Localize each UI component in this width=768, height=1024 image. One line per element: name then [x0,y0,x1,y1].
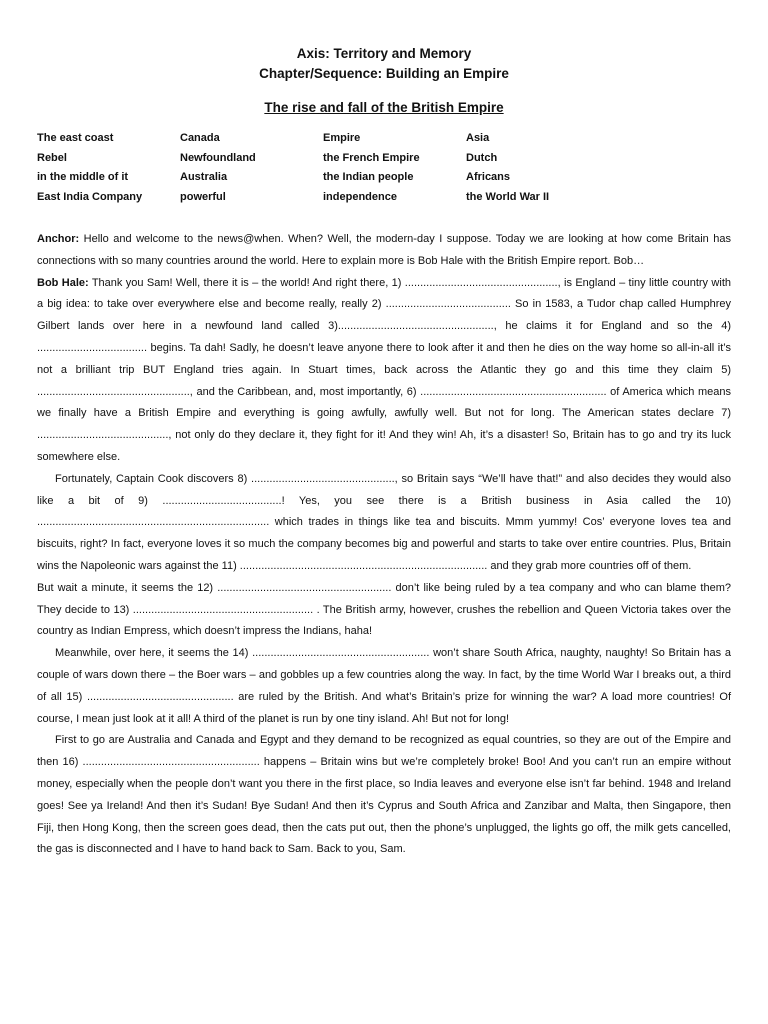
word-bank-item: the World War II [466,190,550,203]
paragraph-3: Fortunately, Captain Cook discovers 8) ..............................................., so Britain says “We’ll have that!” and also decides they would also like a bit of 9) .......................................! Yes, you see there is a British business in Asia called the 10) ............................................................................ which trades in things like tea and biscuits. Mmm yummy! Cos’ everyone loves tea and biscuits, right? In fact, everyone loves it so much the company becomes big and powerful and starts to take over entire countries. Plus, Britain wins the Napoleonic wars against the 11) ................................................................................. and they grab more countries off of them. [37,472,731,572]
word-bank-item: East India Company [37,190,143,203]
bob-text: Thank you Sam! Well, there it is – the world! And right there, 1) .................................................., is England – tiny little country with a big idea: to take over everywhere else and become really, really 2) ......................................... So in 1583, a Tudor chap called Humphrey Gilbert lands over here in a newfound land called 3)..................................................., he claims it for England and so the 4) .................................... begins. Ta dah! Sadly, he doesn’t leave anyone there to look after it and then he dies on the way home so all-in-all it’s not a brilliant trip BUT England tries again. In Stuart times, back across the Atlantic they go and this time they claim 5) .................................................., and the Caribbean, and, most importantly, 6) ............................................................. of America which means we finally have a British Empire and everything is going awfully, awfully well. But not for long. The American states declare 7) ..........................................., not only do they declare it, they fight for it! And they win! Ah, it’s a disaster! So, Britain has to go and try its luck somewhere else. [37,276,731,463]
word-bank-item: independence [323,190,397,203]
axis-heading: Axis: Territory and Memory [296,46,472,61]
anchor-text: Hello and welcome to the news@when. When? Well, the modern-day I suppose. Today we are looking at how come Britain has connections with so many countries around the world. Here to explain more is Bob Hale with the British Empire report. Bob… [37,233,731,267]
word-bank-item: Rebel [37,151,67,164]
paragraph-5: Meanwhile, over here, it seems the 14) .......................................................... won’t share South Africa, naughty, naughty! So Britain has a couple of wars down there – the Boer wars – and gobbles up a few countries along the way. In fact, by the time World War I breaks out, a third of all 15) ................................................ are ruled by the British. And what’s Britain’s prize for winning the war? A load more countries! Of course, I mean just look at it all! A third of the planet is run by one tiny island. Ah! But not for long! [37,647,731,725]
word-bank-item: Dutch [466,151,498,164]
header [0,44,768,84]
word-bank-item: Newfoundland [180,151,256,164]
word-bank-item: Africans [466,171,511,183]
word-bank [37,129,737,207]
paragraph-6: First to go are Australia and Canada and Egypt and they demand to be recognized as equal countries, so they are out of the Empire and then 16) .......................................................... happens – Britain wins but we’re completely broke! Boo! And you can’t run an empire without money, especially when the people don’t want you there in the first place, so India leaves and everyone else isn’t far behind. 1948 and Ireland goes! See ya Ireland! And then it’s Sudan! Bye Sudan! And then it’s Cyprus and South Africa and Zanzibar and Malta, then Singapore, then Fiji, then Hong Kong, then the screen goes dead, then the cats put out, then the phone’s unplugged, the lights go off, the milk gets cancelled, the gas is disconnected and I have to hand back to Sam. Back to you, Sam. [37,734,731,856]
word-bank-item: the French Empire [323,151,420,164]
chapter-heading: Chapter/Sequence: Building an Empire [259,66,509,81]
script-text [37,229,731,861]
word-bank-item: powerful [180,190,226,203]
word-bank-item: Canada [180,132,220,144]
speaker-label-bob: Bob Hale: [37,276,89,289]
page-title: The rise and fall of the British Empire [264,100,504,115]
anchor-paragraph [37,229,731,273]
word-bank-item: Empire [323,132,361,144]
word-bank-item: Australia [180,171,228,183]
word-bank-item: Asia [466,132,490,144]
word-bank-item: the Indian people [323,171,414,183]
paragraph-4: But wait a minute, it seems the 12) ......................................................... don’t like being ruled by a tea company and who can blame them? They decide to 13) ........................................................... . The British army, however, crushes the rebellion and Queen Victoria takes over the country as Indian Empress, which doesn’t impress the Indians, haha! [37,581,731,638]
speaker-label-anchor: Anchor: [37,233,80,245]
word-bank-item: The east coast [37,132,114,144]
bob-paragraph [37,273,731,469]
word-bank-item: in the middle of it [37,171,129,183]
